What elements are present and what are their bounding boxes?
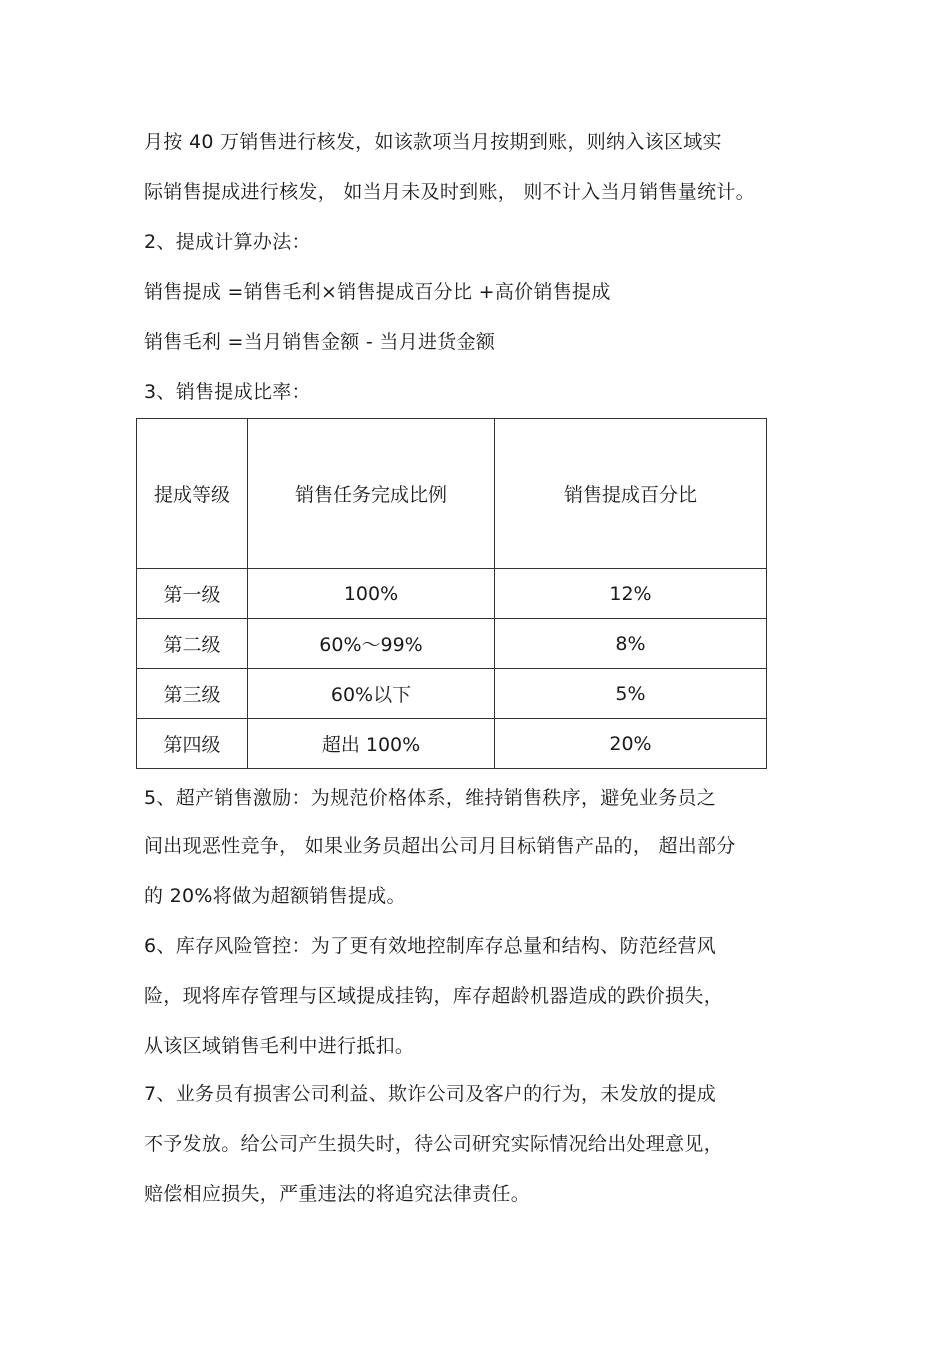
paragraph-line: 险，现将库存管理与区域提成挂钩，库存超龄机器造成的跌价损失， (144, 985, 724, 1007)
paragraph-line: 不予发放。给公司产生损失时，待公司研究实际情况给出处理意见， (144, 1133, 724, 1155)
table-header-cell: 销售提成百分比 (495, 419, 767, 569)
table-row (137, 569, 767, 619)
table-row (137, 669, 767, 719)
section-heading: 2、提成计算办法： (144, 231, 311, 253)
table-cell: 8% (495, 619, 767, 669)
table-row (137, 719, 767, 769)
paragraph-line: 从该区域销售毛利中进行抵扣。 (144, 1035, 415, 1057)
formula-line: 销售毛利 =当月销售金额 - 当月进货金额 (144, 331, 496, 353)
paragraph-line: 间出现恶性竞争， 如果业务员超出公司月目标销售产品的， 超出部分 (144, 835, 736, 857)
table-cell: 5% (495, 669, 767, 719)
paragraph-line: 的 20%将做为超额销售提成。 (144, 885, 406, 907)
table-cell: 100% (248, 569, 495, 619)
table-header-cell: 提成等级 (137, 419, 248, 569)
table-cell: 12% (495, 569, 767, 619)
table-cell: 20% (495, 719, 767, 769)
paragraph-line: 赔偿相应损失，严重违法的将追究法律责任。 (144, 1183, 531, 1205)
table-cell: 60%以下 (248, 669, 495, 719)
table-cell: 第二级 (137, 619, 248, 669)
table-cell: 第四级 (137, 719, 248, 769)
table-cell: 超出 100% (248, 719, 495, 769)
paragraph-line: 月按 40 万销售进行核发，如该款项当月按期到账，则纳入该区域实 (144, 131, 722, 153)
section-heading: 3、销售提成比率： (144, 381, 311, 403)
table-cell: 第三级 (137, 669, 248, 719)
table-cell: 第一级 (137, 569, 248, 619)
paragraph-line: 5、超产销售激励：为规范价格体系，维持销售秩序，避免业务员之 (144, 787, 717, 809)
formula-line: 销售提成 =销售毛利×销售提成百分比 +高价销售提成 (144, 281, 611, 303)
table-row (137, 619, 767, 669)
table-header-row (137, 419, 767, 569)
commission-rate-table (136, 418, 767, 769)
paragraph-line: 6、库存风险管控：为了更有效地控制库存总量和结构、防范经营风 (144, 935, 717, 957)
table-cell: 60%～99% (248, 619, 495, 669)
paragraph-line: 际销售提成进行核发， 如当月未及时到账， 则不计入当月销售量统计。 (144, 181, 755, 203)
paragraph-line: 7、业务员有损害公司利益、欺诈公司及客户的行为，未发放的提成 (144, 1083, 717, 1105)
table-header-cell: 销售任务完成比例 (248, 419, 495, 569)
